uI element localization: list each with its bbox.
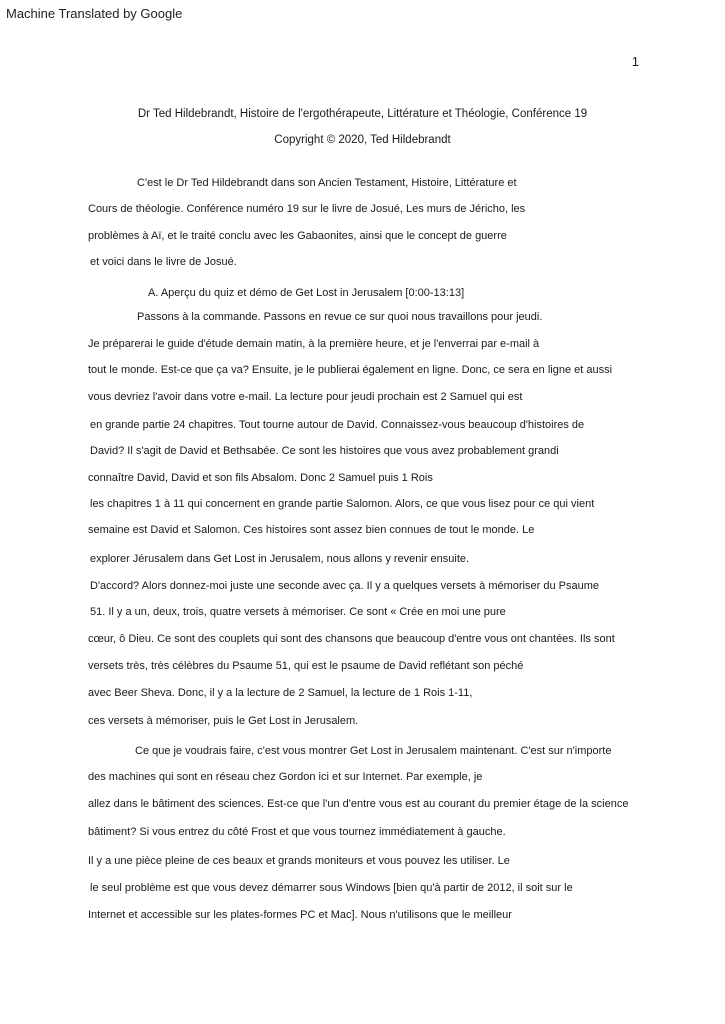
body-line: bâtiment? Si vous entrez du côté Frost et que vous tournez immédiatement à gauche. (88, 826, 506, 838)
body-line: Je préparerai le guide d'étude demain matin, à la première heure, et je l'enverrai par e-mail à (88, 338, 540, 350)
body-line: Passons à la commande. Passons en revue ce sur quoi nous travaillons pour jeudi. (137, 311, 543, 323)
body-line: et voici dans le livre de Josué. (90, 256, 237, 268)
body-line: connaître David, David et son fils Absalom. Donc 2 Samuel puis 1 Rois (88, 472, 433, 484)
body-line: Cours de théologie. Conférence numéro 19 sur le livre de Josué, Les murs de Jéricho, les (88, 203, 526, 215)
body-line: explorer Jérusalem dans Get Lost in Jerusalem, nous allons y revenir ensuite. (90, 553, 470, 565)
body-line: les chapitres 1 à 11 qui concernent en grande partie Salomon. Alors, ce que vous lisez pour ce qui vient (90, 498, 595, 510)
body-line: D'accord? Alors donnez-moi juste une seconde avec ça. Il y a quelques versets à mémoriser du Psaume (90, 580, 599, 592)
body-line: 51. Il y a un, deux, trois, quatre versets à mémoriser. Ce sont « Crée en moi une pure (90, 606, 506, 618)
body-line: des machines qui sont en réseau chez Gordon ici et sur Internet. Par exemple, je (88, 771, 483, 783)
copyright-line: Copyright © 2020, Ted Hildebrandt (274, 134, 451, 146)
body-line: en grande partie 24 chapitres. Tout tourne autour de David. Connaissez-vous beaucoup d'histoires de (90, 419, 585, 431)
body-line: C'est le Dr Ted Hildebrandt dans son Ancien Testament, Histoire, Littérature et (137, 177, 517, 189)
body-line: cœur, ô Dieu. Ce sont des couplets qui sont des chansons que beaucoup d'entre vous ont chantées. Ils sont (88, 633, 615, 645)
body-line: versets très, très célèbres du Psaume 51, qui est le psaume de David reflétant son péché (88, 660, 524, 672)
body-line: David? Il s'agit de David et Bethsabée. Ce sont les histoires que vous avez probablement grandi (90, 445, 559, 457)
document-title: Dr Ted Hildebrandt, Histoire de l'ergothérapeute, Littérature et Théologie, Conférence 19 (137, 108, 588, 120)
body-line: vous devriez l'avoir dans votre e-mail. La lecture pour jeudi prochain est 2 Samuel qui est (88, 391, 523, 403)
body-line: avec Beer Sheva. Donc, il y a la lecture de 2 Samuel, la lecture de 1 Rois 1-11, (88, 687, 473, 699)
page-number: 1 (631, 54, 639, 69)
body-line: tout le monde. Est-ce que ça va? Ensuite, je le publierai également en ligne. Donc, ce sera en ligne et aussi (88, 364, 613, 376)
machine-translation-banner: Machine Translated by Google (6, 6, 183, 21)
section-heading: A. Aperçu du quiz et démo de Get Lost in Jerusalem [0:00-13:13] (148, 287, 465, 299)
body-line: Internet et accessible sur les plates-formes PC et Mac]. Nous n'utilisons que le meilleur (88, 909, 512, 921)
body-line: Ce que je voudrais faire, c'est vous montrer Get Lost in Jerusalem maintenant. C'est sur n'importe (135, 745, 612, 757)
body-line: Il y a une pièce pleine de ces beaux et grands moniteurs et vous pouvez les utiliser. Le (88, 855, 510, 867)
body-line: semaine est David et Salomon. Ces histoires sont assez bien connues de tout le monde. Le (88, 524, 535, 536)
body-line: ces versets à mémoriser, puis le Get Lost in Jerusalem. (88, 715, 359, 727)
body-line: le seul problème est que vous devez démarrer sous Windows [bien qu'à partir de 2012, il soit sur le (90, 882, 573, 894)
body-line: problèmes à Aï, et le traité conclu avec les Gabaonites, ainsi que le concept de guerre (88, 230, 507, 242)
body-line: allez dans le bâtiment des sciences. Est-ce que l'un d'entre vous est au courant du premier étage de la science (88, 798, 629, 810)
